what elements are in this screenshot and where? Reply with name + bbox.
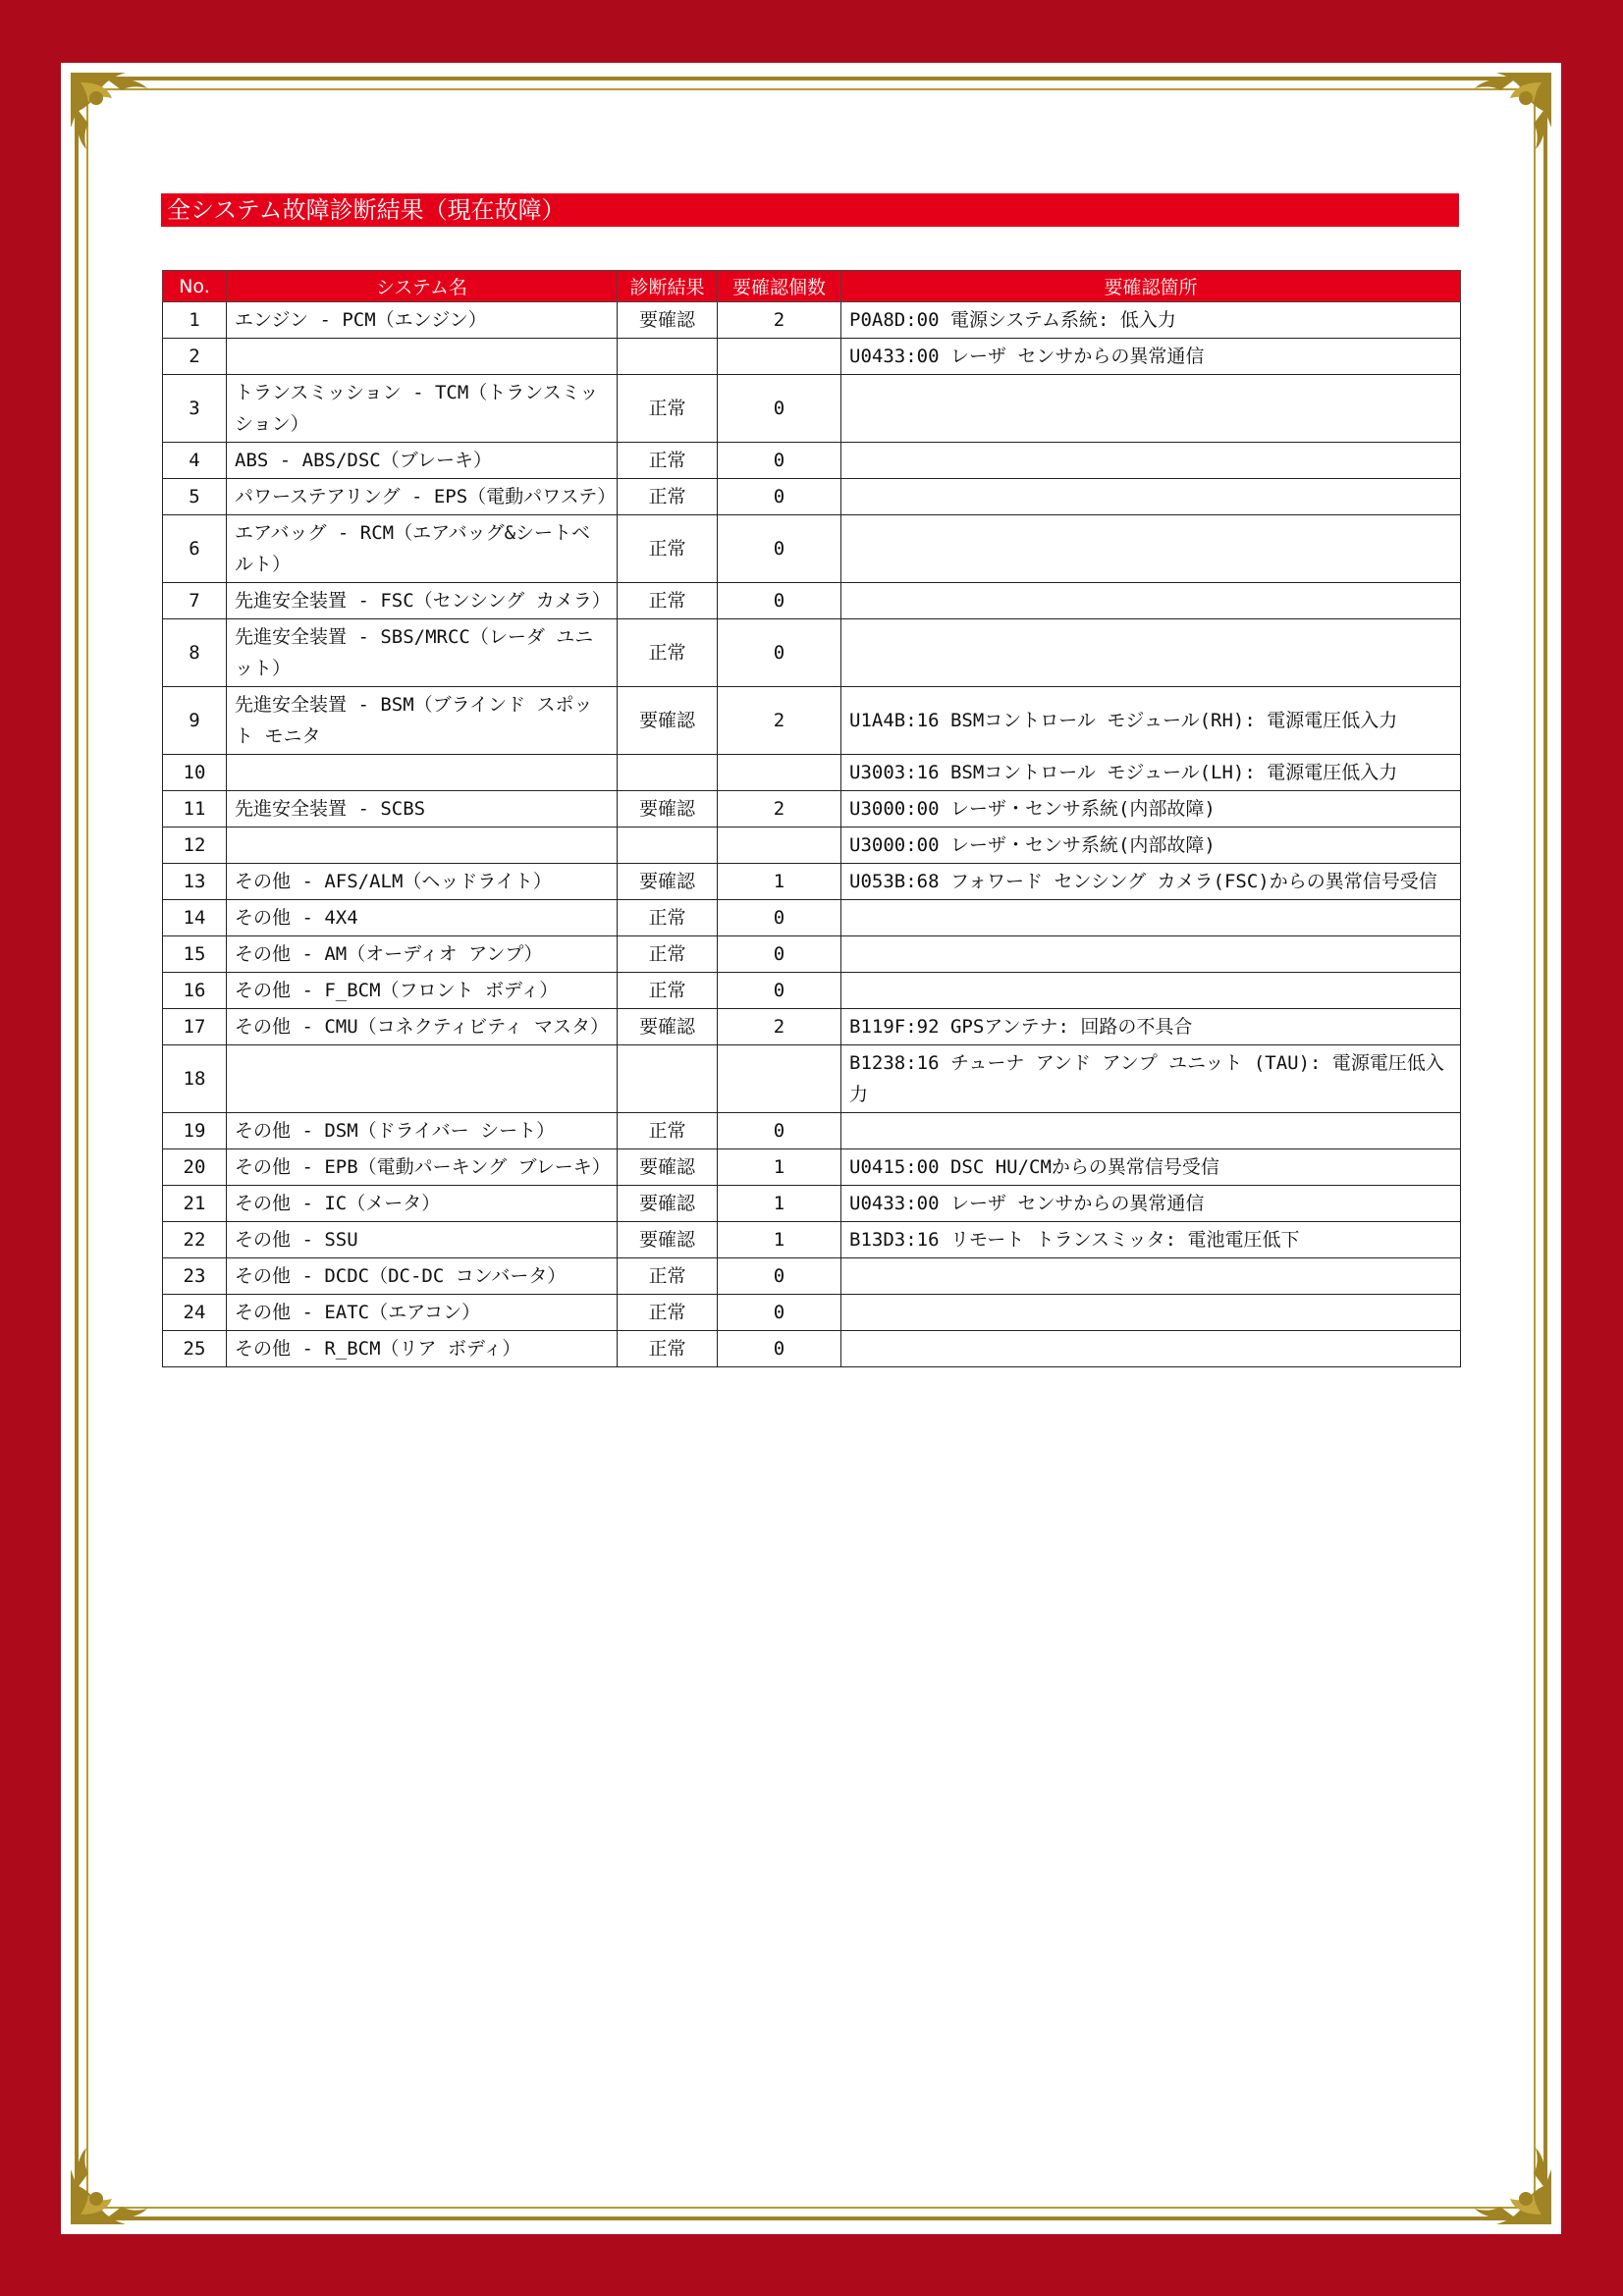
cell-location: B119F:92 GPSアンテナ: 回路の不具合 bbox=[841, 1009, 1461, 1045]
cell-result bbox=[618, 339, 718, 375]
page-title: 全システム故障診断結果（現在故障） bbox=[161, 193, 1459, 227]
cell-location: U3000:00 レーザ・センサ系統(内部故障) bbox=[841, 828, 1461, 864]
cell-no: 8 bbox=[163, 619, 227, 687]
cell-count bbox=[718, 1045, 841, 1113]
cell-result bbox=[618, 1045, 718, 1113]
cell-no: 12 bbox=[163, 828, 227, 864]
cell-count: 2 bbox=[718, 302, 841, 339]
table-row bbox=[163, 375, 1461, 443]
cell-result bbox=[618, 828, 718, 864]
table-row bbox=[163, 864, 1461, 900]
table-row bbox=[163, 619, 1461, 687]
table-row bbox=[163, 1331, 1461, 1367]
cell-result: 正常 bbox=[618, 973, 718, 1009]
cell-location bbox=[841, 375, 1461, 443]
cell-count bbox=[718, 755, 841, 791]
cell-location: B1238:16 チューナ アンド アンプ ユニット (TAU): 電源電圧低入力 bbox=[841, 1045, 1461, 1113]
cell-count: 1 bbox=[718, 1149, 841, 1186]
cell-result: 要確認 bbox=[618, 1222, 718, 1258]
cell-count: 1 bbox=[718, 1186, 841, 1222]
cell-count: 0 bbox=[718, 583, 841, 619]
cell-location bbox=[841, 973, 1461, 1009]
cell-location bbox=[841, 443, 1461, 479]
corner-ornament-icon bbox=[67, 2130, 165, 2228]
cell-location bbox=[841, 1295, 1461, 1331]
cell-location bbox=[841, 1331, 1461, 1367]
cell-location bbox=[841, 936, 1461, 973]
cell-system: その他 - F_BCM（フロント ボディ） bbox=[227, 973, 618, 1009]
cell-result: 要確認 bbox=[618, 1009, 718, 1045]
table-row bbox=[163, 515, 1461, 583]
cell-count bbox=[718, 828, 841, 864]
cell-no: 13 bbox=[163, 864, 227, 900]
cell-location bbox=[841, 479, 1461, 515]
cell-no: 14 bbox=[163, 900, 227, 936]
cell-no: 17 bbox=[163, 1009, 227, 1045]
cell-location: U0433:00 レーザ センサからの異常通信 bbox=[841, 339, 1461, 375]
cell-result: 正常 bbox=[618, 619, 718, 687]
table-row bbox=[163, 1113, 1461, 1149]
table-row bbox=[163, 1009, 1461, 1045]
cell-no: 6 bbox=[163, 515, 227, 583]
cell-system bbox=[227, 755, 618, 791]
corner-ornament-icon bbox=[67, 69, 165, 167]
cell-result: 正常 bbox=[618, 1258, 718, 1295]
cell-result bbox=[618, 755, 718, 791]
table-row bbox=[163, 1222, 1461, 1258]
table-row bbox=[163, 828, 1461, 864]
corner-ornament-icon bbox=[1457, 2130, 1555, 2228]
cell-system: パワーステアリング - EPS（電動パワステ） bbox=[227, 479, 618, 515]
cell-no: 21 bbox=[163, 1186, 227, 1222]
cell-no: 2 bbox=[163, 339, 227, 375]
cell-result: 正常 bbox=[618, 1113, 718, 1149]
cell-system bbox=[227, 339, 618, 375]
cell-no: 15 bbox=[163, 936, 227, 973]
cell-count: 0 bbox=[718, 375, 841, 443]
cell-count: 2 bbox=[718, 791, 841, 828]
table-body bbox=[163, 302, 1461, 1367]
table-row bbox=[163, 443, 1461, 479]
table-row bbox=[163, 1295, 1461, 1331]
cell-no: 20 bbox=[163, 1149, 227, 1186]
cell-system: トランスミッション - TCM（トランスミッション） bbox=[227, 375, 618, 443]
cell-count: 0 bbox=[718, 443, 841, 479]
cell-result: 要確認 bbox=[618, 302, 718, 339]
cell-result: 正常 bbox=[618, 583, 718, 619]
table-row bbox=[163, 687, 1461, 755]
table-row bbox=[163, 479, 1461, 515]
cell-count: 2 bbox=[718, 687, 841, 755]
cell-system: ABS - ABS/DSC（ブレーキ） bbox=[227, 443, 618, 479]
cell-result: 要確認 bbox=[618, 864, 718, 900]
cell-no: 1 bbox=[163, 302, 227, 339]
table-row bbox=[163, 1149, 1461, 1186]
cell-system: その他 - 4X4 bbox=[227, 900, 618, 936]
cell-result: 正常 bbox=[618, 936, 718, 973]
cell-system: その他 - CMU（コネクティビティ マスタ） bbox=[227, 1009, 618, 1045]
cell-result: 正常 bbox=[618, 375, 718, 443]
cell-system: その他 - EPB（電動パーキング ブレーキ） bbox=[227, 1149, 618, 1186]
cell-no: 19 bbox=[163, 1113, 227, 1149]
cell-result: 正常 bbox=[618, 900, 718, 936]
cell-count: 0 bbox=[718, 479, 841, 515]
cell-result: 正常 bbox=[618, 479, 718, 515]
cell-system: 先進安全装置 - SBS/MRCC（レーダ ユニット） bbox=[227, 619, 618, 687]
cell-system: 先進安全装置 - SCBS bbox=[227, 791, 618, 828]
cell-system: その他 - EATC（エアコン） bbox=[227, 1295, 618, 1331]
cell-location: B13D3:16 リモート トランスミッタ: 電池電圧低下 bbox=[841, 1222, 1461, 1258]
cell-system: その他 - AFS/ALM（ヘッドライト） bbox=[227, 864, 618, 900]
cell-count: 0 bbox=[718, 973, 841, 1009]
cell-system: その他 - DCDC（DC-DC コンバータ） bbox=[227, 1258, 618, 1295]
cell-no: 9 bbox=[163, 687, 227, 755]
table-header-row bbox=[163, 271, 1461, 302]
cell-result: 正常 bbox=[618, 443, 718, 479]
table-row bbox=[163, 583, 1461, 619]
cell-no: 23 bbox=[163, 1258, 227, 1295]
cell-no: 25 bbox=[163, 1331, 227, 1367]
cell-location bbox=[841, 583, 1461, 619]
cell-location: U0433:00 レーザ センサからの異常通信 bbox=[841, 1186, 1461, 1222]
cell-count: 0 bbox=[718, 1258, 841, 1295]
table-row bbox=[163, 755, 1461, 791]
cell-no: 7 bbox=[163, 583, 227, 619]
cell-no: 3 bbox=[163, 375, 227, 443]
cell-location bbox=[841, 1113, 1461, 1149]
cell-count: 0 bbox=[718, 936, 841, 973]
cell-system: その他 - SSU bbox=[227, 1222, 618, 1258]
cell-no: 5 bbox=[163, 479, 227, 515]
cell-count: 0 bbox=[718, 619, 841, 687]
table-row bbox=[163, 1258, 1461, 1295]
table-row bbox=[163, 1186, 1461, 1222]
column-header-result: 診断結果 bbox=[618, 271, 718, 302]
cell-location: U1A4B:16 BSMコントロール モジュール(RH): 電源電圧低入力 bbox=[841, 687, 1461, 755]
cell-result: 要確認 bbox=[618, 687, 718, 755]
cell-result: 要確認 bbox=[618, 1149, 718, 1186]
corner-ornament-icon bbox=[1457, 69, 1555, 167]
cell-location bbox=[841, 515, 1461, 583]
cell-system: その他 - R_BCM（リア ボディ） bbox=[227, 1331, 618, 1367]
cell-location bbox=[841, 619, 1461, 687]
column-header-no: No. bbox=[163, 271, 227, 302]
cell-system bbox=[227, 1045, 618, 1113]
cell-no: 18 bbox=[163, 1045, 227, 1113]
cell-no: 22 bbox=[163, 1222, 227, 1258]
cell-result: 正常 bbox=[618, 1295, 718, 1331]
cell-system: エンジン - PCM（エンジン） bbox=[227, 302, 618, 339]
cell-location: U3003:16 BSMコントロール モジュール(LH): 電源電圧低入力 bbox=[841, 755, 1461, 791]
cell-result: 要確認 bbox=[618, 791, 718, 828]
cell-count: 1 bbox=[718, 864, 841, 900]
cell-count: 0 bbox=[718, 900, 841, 936]
cell-location: U0415:00 DSC HU/CMからの異常信号受信 bbox=[841, 1149, 1461, 1186]
cell-count: 0 bbox=[718, 1331, 841, 1367]
cell-count: 0 bbox=[718, 515, 841, 583]
cell-system: 先進安全装置 - BSM（ブラインド スポット モニタ bbox=[227, 687, 618, 755]
table-row bbox=[163, 791, 1461, 828]
cell-system: その他 - IC（メータ） bbox=[227, 1186, 618, 1222]
cell-location: U3000:00 レーザ・センサ系統(内部故障) bbox=[841, 791, 1461, 828]
table-row bbox=[163, 302, 1461, 339]
cell-count: 0 bbox=[718, 1113, 841, 1149]
table-row bbox=[163, 339, 1461, 375]
cell-location: P0A8D:00 電源システム系統: 低入力 bbox=[841, 302, 1461, 339]
cell-system: 先進安全装置 - FSC（センシング カメラ） bbox=[227, 583, 618, 619]
cell-result: 正常 bbox=[618, 1331, 718, 1367]
cell-count: 1 bbox=[718, 1222, 841, 1258]
column-header-location: 要確認箇所 bbox=[841, 271, 1461, 302]
table-row bbox=[163, 1045, 1461, 1113]
cell-count: 0 bbox=[718, 1295, 841, 1331]
cell-no: 16 bbox=[163, 973, 227, 1009]
table-row bbox=[163, 936, 1461, 973]
table-row bbox=[163, 973, 1461, 1009]
cell-location bbox=[841, 1258, 1461, 1295]
cell-result: 要確認 bbox=[618, 1186, 718, 1222]
table-row bbox=[163, 900, 1461, 936]
cell-system: その他 - DSM（ドライバー シート） bbox=[227, 1113, 618, 1149]
cell-system: その他 - AM（オーディオ アンプ） bbox=[227, 936, 618, 973]
cell-no: 11 bbox=[163, 791, 227, 828]
cell-count bbox=[718, 339, 841, 375]
diagnosis-table bbox=[162, 270, 1461, 1367]
cell-result: 正常 bbox=[618, 515, 718, 583]
cell-location: U053B:68 フォワード センシング カメラ(FSC)からの異常信号受信 bbox=[841, 864, 1461, 900]
cell-no: 24 bbox=[163, 1295, 227, 1331]
cell-location bbox=[841, 900, 1461, 936]
column-header-system: システム名 bbox=[227, 271, 618, 302]
report-page bbox=[61, 63, 1561, 2234]
cell-no: 4 bbox=[163, 443, 227, 479]
column-header-count: 要確認個数 bbox=[718, 271, 841, 302]
cell-count: 2 bbox=[718, 1009, 841, 1045]
cell-system: エアバッグ - RCM（エアバッグ&シートベルト） bbox=[227, 515, 618, 583]
cell-no: 10 bbox=[163, 755, 227, 791]
cell-system bbox=[227, 828, 618, 864]
